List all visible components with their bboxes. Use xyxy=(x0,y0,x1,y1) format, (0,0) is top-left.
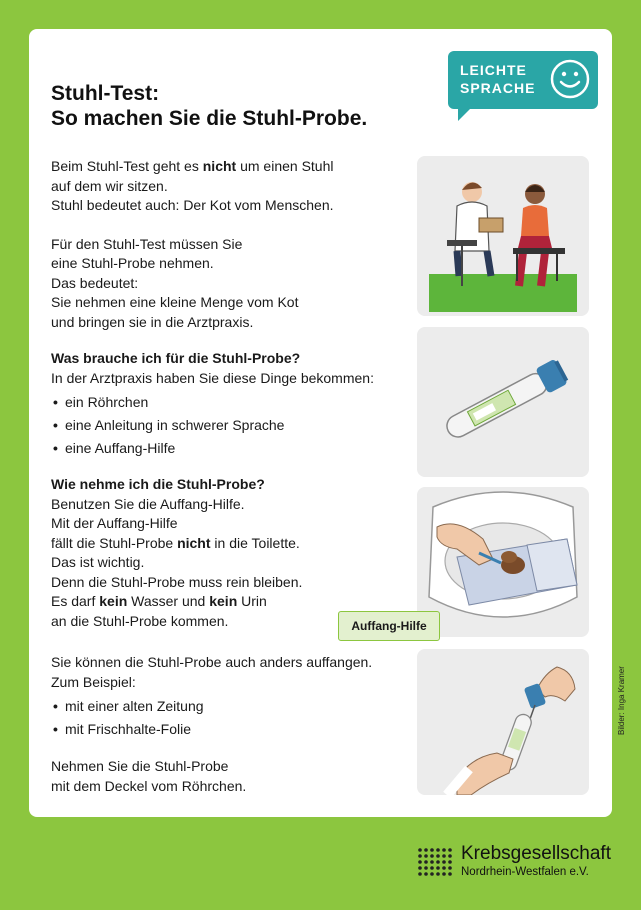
logo-name: Krebsgesellschaft xyxy=(461,843,611,864)
tube-illustration xyxy=(417,327,589,477)
badge-line-2: SPRACHE xyxy=(460,80,536,96)
list-item: • ein Röhrchen xyxy=(51,391,374,414)
smiley-icon xyxy=(548,57,592,101)
doctor-patient-illustration xyxy=(417,156,589,316)
list-item: • eine Anleitung in schwerer Sprache xyxy=(51,414,374,437)
list-item: • mit Frischhalte-Folie xyxy=(51,718,372,741)
content-card xyxy=(29,29,612,817)
page-title: Stuhl-Test: So machen Sie die Stuhl-Probe. xyxy=(51,82,368,130)
section-supplies: Was brauche ich für die Stuhl-Probe? In der Arztpraxis haben Sie diese Dinge bekommen: • ein Röhrchen • eine Anleitung in schwerer Sprache • eine Auffang-Hilfe xyxy=(51,349,374,460)
badge-tail xyxy=(458,107,472,121)
tube-cap-illustration xyxy=(417,649,589,795)
badge-line-1: LEICHTE xyxy=(460,62,527,78)
supplies-list xyxy=(51,391,374,460)
section-heading: Was brauche ich für die Stuhl-Probe? xyxy=(51,350,301,366)
dot-grid-logo-icon xyxy=(417,847,455,877)
intro-text: Beim Stuhl-Test geht es nicht um einen Stuhl auf dem wir sitzen. Stuhl bedeutet auch: Der Kot vom Menschen. Für den Stuhl-Test müssen Sie eine Stuhl-Probe nehmen. Das bedeutet: Sie nehmen eine kleine Menge vom Kot und bringen sie in die Arztpraxis. xyxy=(51,158,334,330)
image-credit: Bilder: Inga Kramer xyxy=(617,666,626,735)
auffang-hilfe-label: Auffang-Hilfe xyxy=(338,611,440,641)
alternatives-list xyxy=(51,695,372,741)
logo-subtitle: Nordrhein-Westfalen e.V. xyxy=(461,866,589,878)
list-item: • mit einer alten Zeitung xyxy=(51,695,372,718)
list-item: • eine Auffang-Hilfe xyxy=(51,437,374,460)
section-heading: Wie nehme ich die Stuhl-Probe? xyxy=(51,476,265,492)
section-howto: Wie nehme ich die Stuhl-Probe? Benutzen Sie die Auffang-Hilfe. Mit der Auffang-Hilfe fällt die Stuhl-Probe nicht in die Toilette. Das ist wichtig. Denn die Stuhl-Probe muss rein bleiben. Es darf kein Wasser und kein Urin an die Stuhl-Probe kommen. xyxy=(51,476,303,629)
section-alternatives: Sie können die Stuhl-Probe auch anders auffangen. Zum Beispiel: • mit einer alten Zeitung • mit Frischhalte-Folie Nehmen Sie die Stuhl-Probe mit dem Deckel vom Röhrchen. xyxy=(51,653,372,796)
toilet-collection-illustration xyxy=(417,487,589,637)
leichte-sprache-badge xyxy=(448,51,598,109)
